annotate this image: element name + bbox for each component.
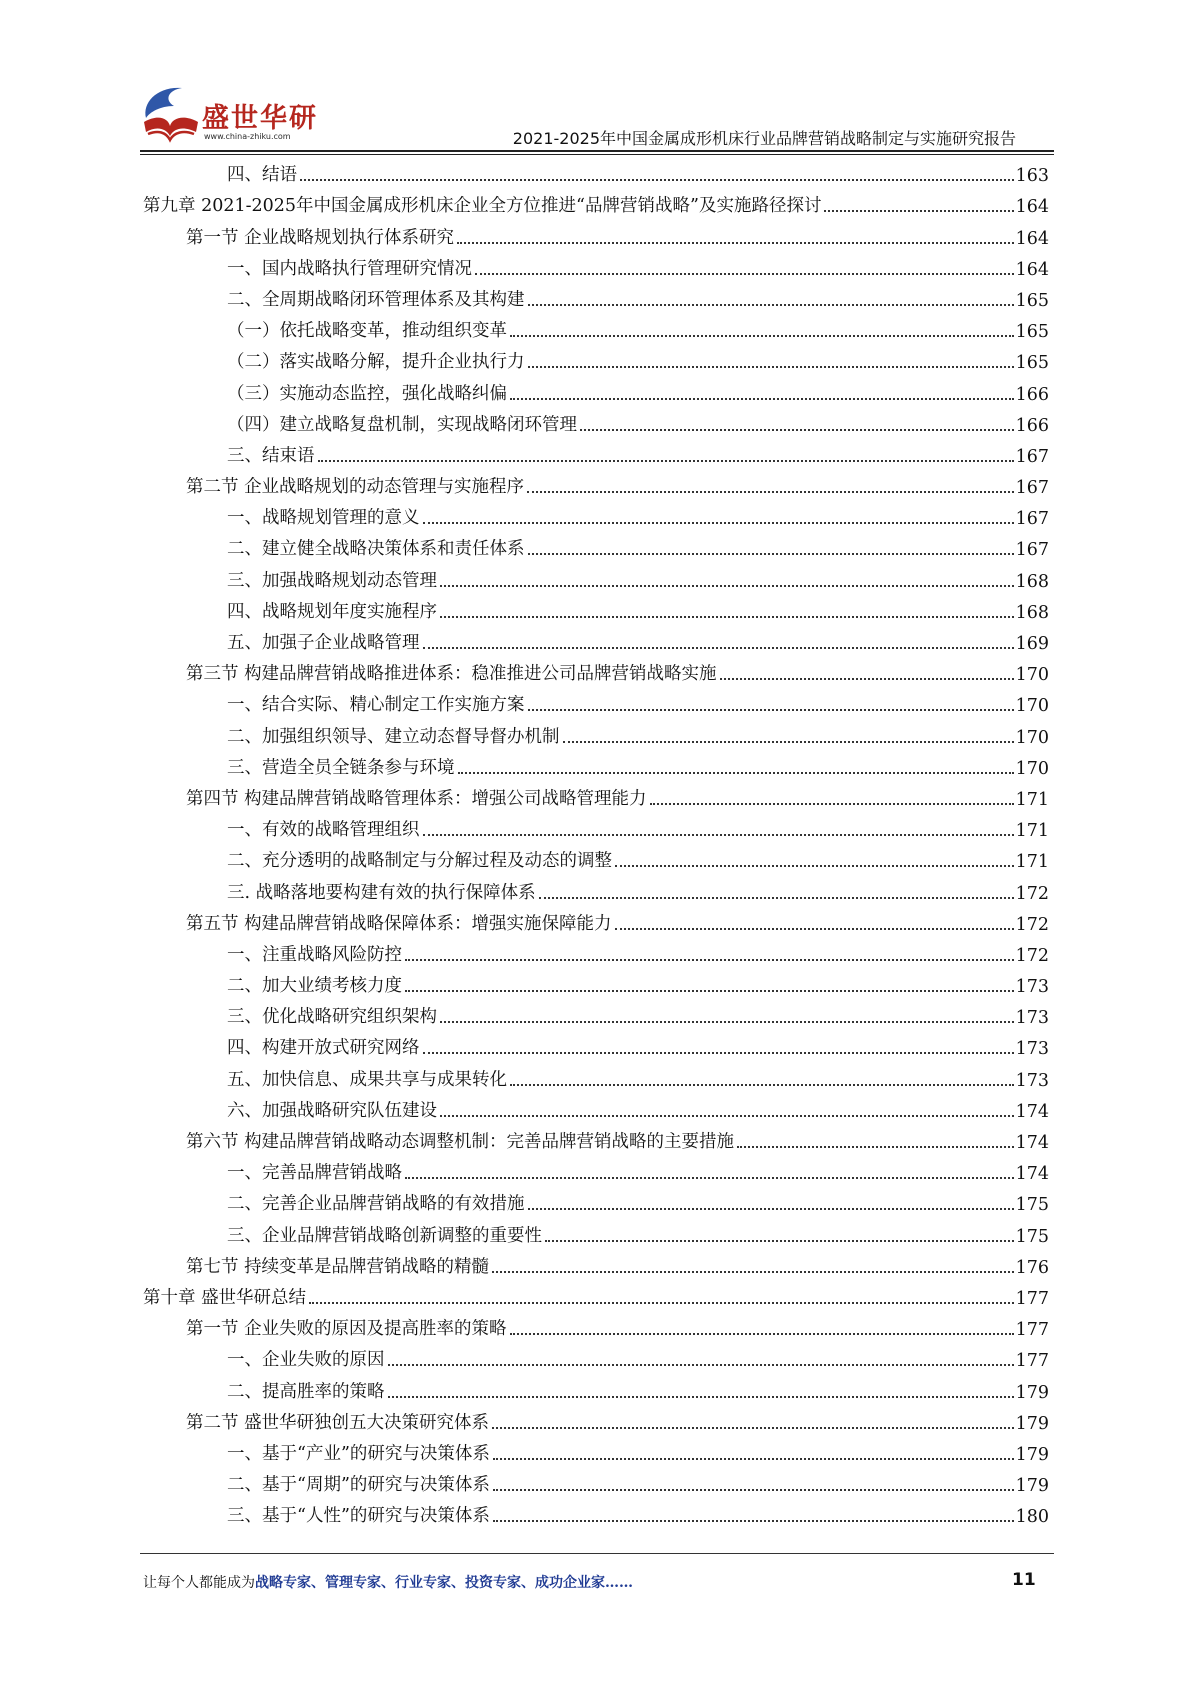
toc-entry[interactable] [143,501,1049,532]
toc-dot-leader [510,398,1014,400]
toc-entry-page: 166 [1015,415,1049,436]
toc-entry-title: 第二节 盛世华研独创五大决策研究体系 [186,1412,490,1433]
toc-entry[interactable] [143,813,1049,844]
toc-entry-page: 175 [1015,1195,1049,1216]
toc-entry[interactable] [143,751,1049,782]
toc-dot-leader [492,1427,1014,1429]
toc-entry-title: 第一节 企业失败的原因及提高胜率的策略 [186,1319,507,1340]
toc-entry-page: 167 [1015,478,1049,499]
toc-entry-title: 三、企业品牌营销战略创新调整的重要性 [227,1225,542,1246]
toc-entry[interactable] [143,969,1049,1000]
toc-entry-title: 四、结语 [227,165,297,186]
toc-entry[interactable] [143,938,1049,969]
toc-entry-title: 二、完善企业品牌营销战略的有效措施 [227,1194,525,1215]
toc-dot-leader [492,1271,1014,1273]
toc-entry-page: 165 [1015,322,1049,343]
toc-entry[interactable] [143,1187,1049,1218]
toc-entry[interactable] [143,844,1049,875]
toc-dot-leader [493,1520,1014,1522]
toc-dot-leader [528,366,1014,368]
toc-entry-page: 170 [1015,758,1049,779]
toc-entry-title: 一、结合实际、精心制定工作实施方案 [227,695,525,716]
toc-entry-page: 170 [1015,665,1049,686]
toc-dot-leader [528,709,1014,711]
toc-entry[interactable] [143,1062,1049,1093]
toc-dot-leader [824,210,1013,212]
toc-entry-page: 179 [1015,1413,1049,1434]
toc-entry-page: 179 [1015,1444,1049,1465]
toc-dot-leader [720,678,1014,680]
toc-entry-page: 163 [1015,166,1049,187]
toc-entry-page: 174 [1015,1101,1049,1122]
slogan-prefix: 让每个人都能成为 [143,1575,255,1591]
page-number: 11 [1012,1570,1036,1590]
toc-dot-leader [309,1302,1014,1304]
toc-entry[interactable] [143,345,1049,376]
toc-entry-title: （一）依托战略变革，推动组织变革 [227,321,507,342]
toc-dot-leader [423,1052,1014,1054]
toc-entry-page: 165 [1015,290,1049,311]
toc-entry[interactable] [143,189,1049,220]
toc-entry-title: 第一节 企业战略规划执行体系研究 [186,227,455,248]
toc-entry-page: 174 [1015,1164,1049,1185]
toc-entry[interactable] [143,719,1049,750]
toc-entry-title: 一、有效的战略管理组织 [227,820,420,841]
toc-entry-title: 第六节 构建品牌营销战略动态调整机制：完善品牌营销战略的主要措施 [186,1132,735,1152]
toc-dot-leader [423,834,1014,836]
toc-entry[interactable] [143,252,1049,283]
toc-entry-page: 179 [1015,1476,1049,1497]
toc-entry[interactable] [143,563,1049,594]
toc-entry-page: 173 [1015,1039,1049,1060]
toc-entry-title: 二、全周期战略闭环管理体系及其构建 [227,289,525,310]
toc-dot-leader [580,429,1014,431]
toc-entry-page: 167 [1015,509,1049,530]
toc-entry[interactable] [143,782,1049,813]
toc-dot-leader [475,273,1014,275]
table-of-contents [143,158,1049,1530]
toc-entry[interactable] [143,1374,1049,1405]
header-divider [140,150,1054,152]
toc-entry-page: 173 [1015,1008,1049,1029]
toc-entry-title: 第十章 盛世华研总结 [143,1287,307,1308]
toc-dot-leader [458,772,1014,774]
toc-entry[interactable] [143,1000,1049,1031]
toc-entry-title: （三）实施动态监控，强化战略纠偏 [227,383,507,404]
toc-entry[interactable] [143,1156,1049,1187]
toc-entry-title: 五、加强子企业战略管理 [227,633,420,653]
toc-entry[interactable] [143,158,1049,189]
toc-entry-page: 173 [1015,977,1049,998]
toc-entry-page: 177 [1015,1351,1049,1372]
slogan-emphasis: 战略专家、管理专家、行业专家、投资专家、成功企业家…… [255,1575,633,1591]
toc-dot-leader [563,741,1014,743]
toc-dot-leader [528,1208,1014,1210]
toc-entry-title: 第五节 构建品牌营销战略保障体系：增强实施保障能力 [186,913,612,934]
toc-entry[interactable] [143,875,1049,906]
toc-dot-leader [539,897,1014,899]
toc-entry-page: 175 [1015,1226,1049,1247]
toc-entry[interactable] [143,1468,1049,1499]
toc-dot-leader [405,959,1014,961]
toc-dot-leader [493,1489,1014,1491]
toc-entry[interactable] [143,408,1049,439]
toc-entry-title: 二、充分透明的战略制定与分解过程及动态的调整 [227,851,612,872]
toc-dot-leader [457,242,1014,244]
toc-entry-page: 164 [1015,228,1049,249]
toc-entry[interactable] [143,1312,1049,1343]
toc-entry[interactable] [143,314,1049,345]
toc-entry-page: 177 [1015,1288,1049,1309]
toc-entry[interactable] [143,1406,1049,1437]
toc-entry[interactable] [143,220,1049,251]
toc-dot-leader [388,1396,1014,1398]
toc-entry-page: 165 [1015,353,1049,374]
toc-entry-title: 第二节 企业战略规划的动态管理与实施程序 [186,477,525,498]
toc-entry[interactable] [143,907,1049,938]
logo-name: 盛世华研 [202,103,318,134]
toc-entry[interactable] [143,1125,1049,1156]
toc-entry-page: 167 [1015,540,1049,561]
toc-entry-title: 二、加大业绩考核力度 [227,976,402,997]
toc-dot-leader [405,990,1014,992]
logo-url: www.china-zhiku.com [204,132,291,141]
toc-dot-leader [615,865,1014,867]
toc-entry-title: 一、国内战略执行管理研究情况 [227,258,472,279]
toc-entry-title: 一、基于“产业”的研究与决策体系 [227,1443,490,1464]
toc-entry-page: 173 [1015,1070,1049,1091]
toc-entry-page: 169 [1015,634,1049,654]
toc-entry-title: 第三节 构建品牌营销战略推进体系：稳准推进公司品牌营销战略实施 [186,664,717,685]
header-divider-thin [140,154,1054,155]
toc-entry[interactable] [143,1499,1049,1530]
toc-entry[interactable] [143,376,1049,407]
toc-entry-title: 一、完善品牌营销战略 [227,1163,402,1184]
toc-entry-page: 168 [1015,602,1049,623]
toc-entry[interactable] [143,1281,1049,1312]
toc-entry[interactable] [143,1250,1049,1281]
toc-entry-title: 第四节 构建品牌营销战略管理体系：增强公司战略管理能力 [186,788,647,809]
toc-entry-title: 三、结束语 [227,445,315,466]
toc-entry[interactable] [143,532,1049,563]
toc-entry[interactable] [143,595,1049,626]
toc-dot-leader [300,179,1014,181]
toc-entry-title: （四）建立战略复盘机制，实现战略闭环管理 [227,414,577,435]
toc-entry-page: 164 [1015,259,1049,280]
toc-entry-title: 三、营造全员全链条参与环境 [227,757,455,778]
toc-entry-page: 174 [1015,1133,1049,1153]
toc-entry-page: 167 [1015,446,1049,467]
toc-dot-leader [423,522,1014,524]
toc-entry-title: 第七节 持续变革是品牌营销战略的精髓 [186,1256,490,1277]
toc-entry-page: 170 [1015,727,1049,748]
toc-dot-leader [493,1458,1014,1460]
toc-entry[interactable] [143,1094,1049,1125]
toc-dot-leader [440,585,1014,587]
toc-dot-leader [615,928,1014,930]
report-title: 2021-2025年中国金属成形机床行业品牌营销战略制定与实施研究报告 [512,129,1016,148]
toc-entry-page: 166 [1015,384,1049,405]
toc-dot-leader [318,460,1014,462]
company-logo [138,82,338,152]
toc-entry-page: 171 [1015,821,1049,842]
toc-entry[interactable] [143,1218,1049,1249]
toc-entry[interactable] [143,470,1049,501]
toc-entry-page: 177 [1015,1320,1049,1341]
toc-dot-leader [528,304,1014,306]
toc-entry-title: 六、加强战略研究队伍建设 [227,1100,437,1121]
toc-dot-leader [528,553,1014,555]
toc-dot-leader [423,647,1014,649]
toc-entry-title: 第九章 2021-2025年中国金属成形机床企业全方位推进“品牌营销战略”及实施路径探讨 [143,196,822,217]
toc-dot-leader [510,1084,1014,1086]
footer-slogan [143,1572,633,1592]
toc-entry[interactable] [143,1031,1049,1062]
toc-dot-leader [440,1115,1014,1117]
toc-entry-title: 四、构建开放式研究网络 [227,1038,420,1059]
toc-dot-leader [440,616,1014,618]
toc-dot-leader [737,1146,1014,1148]
toc-entry-page: 172 [1015,914,1049,935]
toc-entry-title: 三. 战略落地要构建有效的执行保障体系 [227,882,536,903]
toc-entry-page: 168 [1015,571,1049,592]
toc-entry-title: 二、建立健全战略决策体系和责任体系 [227,539,525,560]
toc-entry-page: 172 [1015,945,1049,966]
toc-entry-page: 171 [1015,852,1049,873]
toc-entry-title: 三、基于“人性”的研究与决策体系 [227,1506,490,1527]
toc-entry-page: 180 [1015,1507,1049,1528]
toc-dot-leader [545,1240,1014,1242]
toc-entry-title: 四、战略规划年度实施程序 [227,601,437,622]
toc-dot-leader [510,1333,1014,1335]
toc-entry-page: 170 [1015,696,1049,717]
toc-entry-title: 一、战略规划管理的意义 [227,508,420,529]
toc-entry[interactable] [143,439,1049,470]
toc-entry-title: 二、基于“周期”的研究与决策体系 [227,1475,490,1496]
toc-dot-leader [527,491,1014,493]
toc-dot-leader [440,1021,1014,1023]
toc-entry-title: （二）落实战略分解，提升企业执行力 [227,352,525,373]
toc-entry-page: 172 [1015,883,1049,904]
toc-entry-page: 164 [1015,197,1049,218]
toc-entry[interactable] [143,657,1049,688]
toc-entry-page: 179 [1015,1382,1049,1403]
toc-entry-title: 二、提高胜率的策略 [227,1381,385,1402]
toc-dot-leader [388,1364,1014,1366]
toc-entry-page: 171 [1015,789,1049,810]
toc-dot-leader [650,803,1014,805]
footer-divider [140,1553,1054,1554]
toc-entry-title: 五、加快信息、成果共享与成果转化 [227,1069,507,1090]
book-swoosh-icon [138,82,202,146]
toc-entry[interactable] [143,1343,1049,1374]
toc-entry-title: 一、注重战略风险防控 [227,944,402,965]
toc-entry[interactable] [143,688,1049,719]
toc-entry-title: 三、优化战略研究组织架构 [227,1007,437,1028]
toc-entry[interactable] [143,1437,1049,1468]
toc-entry-title: 一、企业失败的原因 [227,1350,385,1371]
toc-entry-title: 二、加强组织领导、建立动态督导督办机制 [227,726,560,747]
toc-dot-leader [510,335,1014,337]
toc-entry-title: 三、加强战略规划动态管理 [227,570,437,591]
toc-entry-page: 176 [1015,1257,1049,1278]
toc-dot-leader [405,1177,1014,1179]
toc-entry[interactable] [143,283,1049,314]
toc-entry[interactable] [143,626,1049,657]
